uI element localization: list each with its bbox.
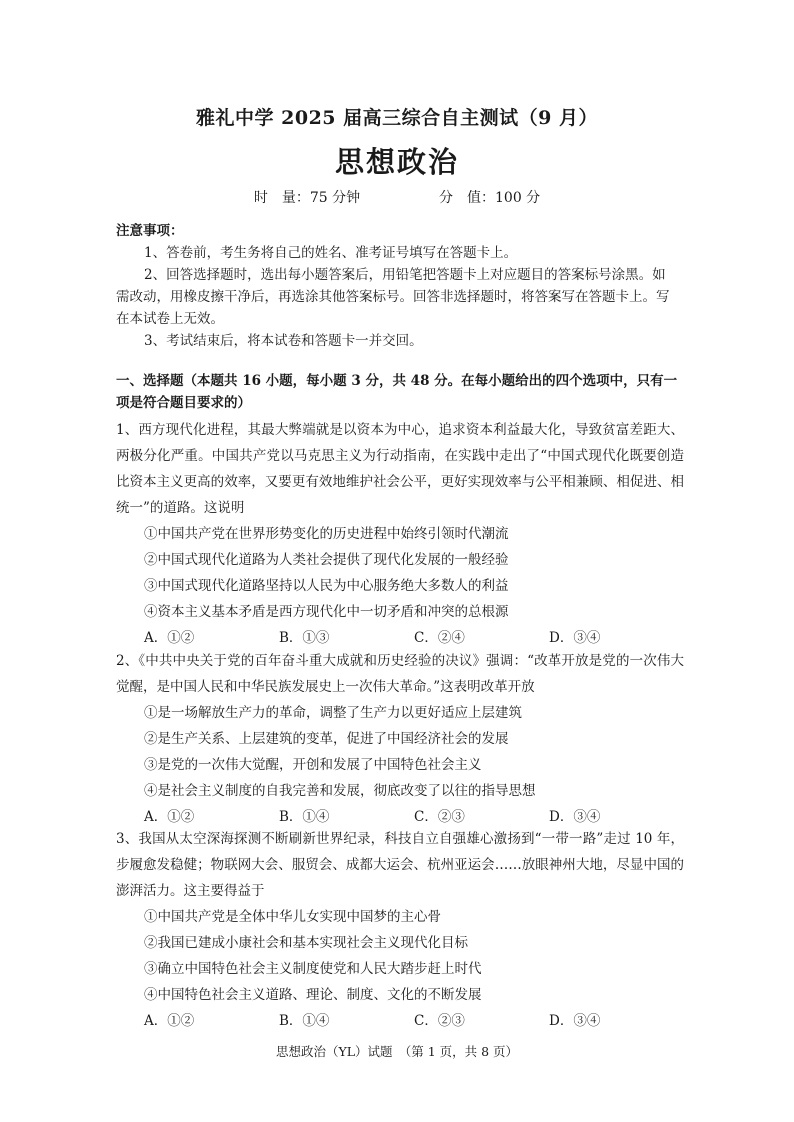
question-option: ④是社会主义制度的自我完善和发展，彻底改变了以往的指导思想 [144,783,536,799]
choice-c: C．②④ [414,630,465,646]
subject-title: 思想政治 [334,145,459,179]
page-footer: 思想政治（YL）试题 （第 1 页，共 8 页） [275,1044,519,1059]
choice-c: C．②③ [414,1013,465,1029]
question-stem: 1、西方现代化进程，其最大弊端就是以资本为中心，追求资本利益最大化，导致贫富差距大、两极分化严重。中国共产党以马克思主义为行动指南，在实践中走出了“中国式现代化既要创造比资本主义更高的效率，又要更有效地维护社会公平，更好实现效率与公平相兼顾、相促进、相统一”的道路。这说明 [116,422,684,516]
score-label: 分 值：100 分 [439,190,541,206]
notice-item: 2、回答选择题时，选出每小题答案后，用铅笔把答题卡上对应题目的答案标号涂黑。如需改动，用橡皮擦干净后，再选涂其他答案标号。回答非选择题时，将答案写在答题卡上。写在本试卷上无效。 [116,267,670,327]
notice-block [116,220,676,352]
choice-c: C．②③ [414,809,465,825]
question-option: ④中国特色社会主义道路、理论、制度、文化的不断发展 [144,987,482,1003]
answer-choices [116,1008,684,1034]
question-stem: 3、我国从太空深海探测不断刷新世界纪录，科技自立自强雄心激扬到“一带一路”走过 10 年，步履愈发稳健；物联网大会、服贸会、成都大运会、杭州亚运会……放眼神州大地，尽显中国的澎湃活力。这主要得益于 [116,831,684,899]
choice-d: D．③④ [549,809,601,825]
notice-heading: 注意事项： [116,223,184,239]
question-option: ③是党的一次伟大觉醒，开创和发展了中国特色社会主义 [144,757,482,773]
question-3 [116,826,684,1034]
question-stem: 2、《中共中央关于党的百年奋斗重大成就和历史经验的决议》强调：“改革开放是党的一次伟大觉醒，是中国人民和中华民族发展史上一次伟大革命。”这表明改革开放 [116,653,684,695]
choice-d: D．③④ [549,1013,601,1029]
notice-item: 1、答卷前，考生务将自己的姓名、准考证号填写在答题卡上。 [144,245,518,261]
choice-a: A．①② [144,630,195,646]
choice-a: A．①② [144,809,195,825]
notice-item: 3、考试结束后，将本试卷和答题卡一并交回。 [144,333,423,349]
question-option: ②中国式现代化道路为人类社会提供了现代化发展的一般经验 [144,552,509,568]
choice-b: B．①④ [279,809,330,825]
choice-a: A．①② [144,1013,195,1029]
choice-b: B．①③ [279,630,330,646]
question-2 [116,648,684,830]
question-option: ④资本主义基本矛盾是西方现代化中一切矛盾和冲突的总根源 [144,604,509,620]
exam-title: 雅礼中学 2025 届高三综合自主测试（9 月） [196,107,598,129]
question-option: ③中国式现代化道路坚持以人民为中心服务绝大多数人的利益 [144,578,509,594]
question-option: ①中国共产党在世界形势变化的历史进程中始终引领时代潮流 [144,526,509,542]
question-option: ②我国已建成小康社会和基本实现社会主义现代化目标 [144,935,468,951]
question-option: ①中国共产党是全体中华儿女实现中国梦的主心骨 [144,909,441,925]
question-1 [116,417,684,651]
choice-b: B．①④ [279,1013,330,1029]
time-label: 时 量：75 分钟 [253,190,361,206]
question-option: ③确立中国特色社会主义制度使党和人民大踏步赶上时代 [144,961,482,977]
question-option: ①是一场解放生产力的革命，调整了生产力以更好适应上层建筑 [144,705,522,721]
exam-meta [0,187,794,207]
choice-d: D．③④ [549,630,601,646]
question-option: ②是生产关系、上层建筑的变革，促进了中国经济社会的发展 [144,731,509,747]
section-heading: 一、选择题（本题共 16 小题，每小题 3 分，共 48 分。在每小题给出的四个选项中，只有一项是符合题目要求的） [116,373,678,411]
